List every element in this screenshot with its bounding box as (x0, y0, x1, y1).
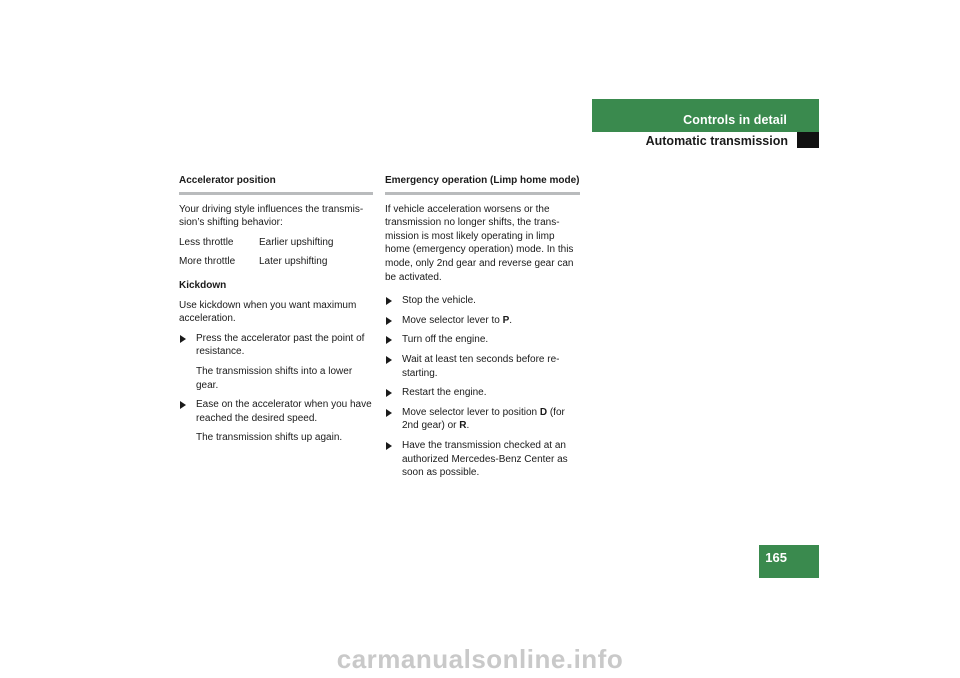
header-marker (797, 132, 819, 148)
throttle-row (179, 236, 373, 250)
step-text: Restart the engine. (402, 387, 487, 399)
throttle-effect: Earlier upshifting (259, 236, 334, 248)
step-text: Press the accelerator past the point of resistance. (196, 332, 365, 358)
bullet-arrow-icon (386, 389, 392, 397)
left-column (179, 174, 373, 451)
emergency-intro: If vehicle acceleration worsens or the transmission no longer shifts, the trans-mission is most likely operating in limp home (emergency operation) mode. In this mode, only 2nd gear and reverse gear can be activated. (385, 203, 574, 283)
bullet-arrow-icon (386, 356, 392, 364)
list-item (385, 294, 580, 308)
bullet-arrow-icon (180, 401, 186, 409)
step-text: Move selector lever to position (402, 406, 540, 418)
list-item (385, 353, 580, 380)
subsection-title: Automatic transmission (645, 134, 788, 148)
step-result: The transmission shifts up again. (196, 432, 343, 444)
step-text: Turn off the engine. (402, 334, 489, 346)
kickdown-heading: Kickdown (179, 279, 227, 291)
list-item (385, 439, 580, 480)
step-result: The transmission shifts into a lower gear. (196, 365, 353, 391)
section-title: Controls in detail (683, 113, 787, 127)
kickdown-steps (179, 398, 373, 425)
step-text: . (509, 314, 513, 326)
right-column (385, 174, 580, 486)
page-number: 165 (765, 550, 787, 565)
list-item (385, 314, 580, 328)
bullet-arrow-icon (386, 409, 392, 417)
bullet-arrow-icon (386, 317, 392, 325)
list-item (179, 332, 373, 359)
accelerator-position-heading: Accelerator position (179, 174, 373, 195)
step-text: . (466, 420, 470, 432)
list-item (385, 386, 580, 400)
step-text: (for 2nd gear) or (402, 406, 565, 432)
throttle-row (179, 255, 373, 269)
throttle-label: More throttle (179, 256, 236, 268)
bullet-arrow-icon (386, 442, 392, 450)
page-number-box (759, 545, 819, 578)
gear-key: R (459, 420, 467, 432)
emergency-operation-heading: Emergency operation (Limp home mode) (385, 174, 580, 195)
step-text: Move selector lever to (402, 314, 503, 326)
watermark: carmanualsonline.info (336, 644, 624, 674)
kickdown-intro: Use kickdown when you want maximum acceleration. (179, 299, 357, 325)
gear-key: P (502, 314, 510, 326)
step-text: Stop the vehicle. (402, 295, 476, 307)
step-text: Ease on the accelerator when you have reached the desired speed. (196, 399, 372, 424)
throttle-label: Less throttle (179, 236, 234, 248)
step-text: Have the transmission checked at an authorized Mercedes-Benz Center as soon as possible. (402, 439, 568, 479)
intro-text: Your driving style influences the transmis-sion’s shifting behavior: (179, 203, 364, 229)
list-item (179, 398, 373, 425)
throttle-effect: Later upshifting (259, 256, 328, 268)
list-item (385, 406, 580, 433)
list-item (385, 333, 580, 347)
section-header-band (592, 99, 819, 132)
bullet-arrow-icon (386, 336, 392, 344)
gear-key: D (539, 406, 548, 418)
emergency-steps (385, 294, 580, 480)
bullet-arrow-icon (180, 335, 186, 343)
bullet-arrow-icon (386, 297, 392, 305)
step-text: Wait at least ten seconds before re-starting. (402, 353, 560, 379)
kickdown-steps (179, 332, 373, 359)
